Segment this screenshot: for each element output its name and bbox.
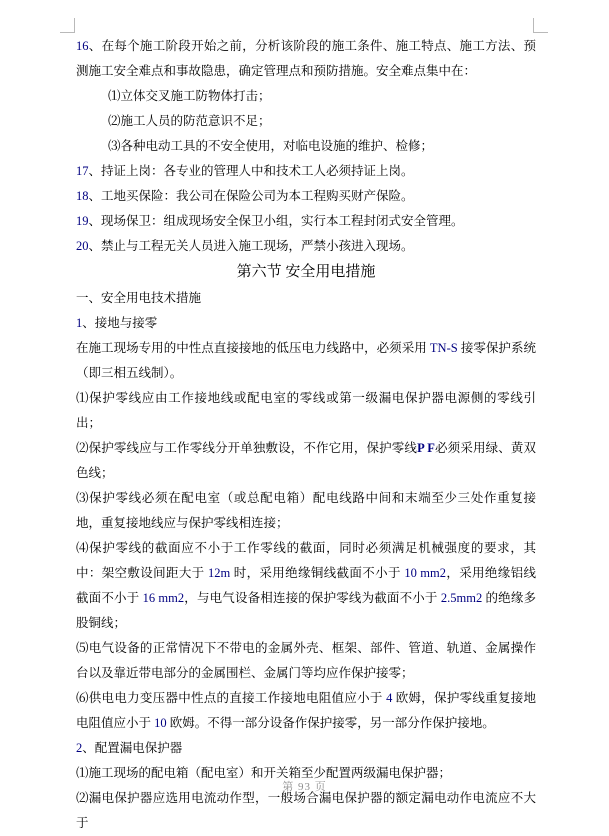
latin-run: 16 mm2 bbox=[142, 591, 185, 605]
paragraph: 19、现场保卫：组成现场安全保卫小组，实行本工程封闭式安全管理。 bbox=[76, 214, 464, 228]
margin-crop-mark-right-icon bbox=[533, 18, 548, 33]
latin-run: 1 bbox=[76, 316, 83, 330]
margin-crop-mark-left-icon bbox=[60, 18, 75, 33]
latin-run: 2.5mm2 bbox=[440, 591, 483, 605]
latin-run: 17 bbox=[76, 164, 89, 178]
paragraph: ⑹供电电力变压器中性点的直接工作接地电阻值应小于 4 欧姆，保护零线重复接地电阻值应小于 10 欧姆。不得一部分设备作保护接零，另一部分作保护接地。 bbox=[76, 691, 536, 730]
latin-run: 18 bbox=[76, 189, 89, 203]
latin-run: 10 bbox=[154, 716, 167, 730]
paragraph: 在施工现场专用的中性点直接接地的低压电力线路中，必须采用 TN-S 接零保护系统（即三相五线制）。 bbox=[76, 341, 536, 380]
paragraph: ⑴保护零线应由工作接地线或配电室的零线或第一级漏电保护器电源侧的零线引出； bbox=[76, 391, 536, 430]
latin-run: 2 bbox=[76, 741, 83, 755]
latin-run: 12m bbox=[208, 566, 231, 580]
paragraph: ⑵保护零线应与工作零线分开单独敷设，不作它用，保护零线P F必须采用绿、黄双色线； bbox=[76, 441, 536, 480]
paragraph: 2、配置漏电保护器 bbox=[76, 741, 183, 755]
latin-run: 16 bbox=[76, 39, 89, 53]
paragraph: ⑸电气设备的正常情况下不带电的金属外壳、框架、部件、管道、轨道、金属操作台以及靠近带电部分的金属围栏、金属门等均应作保护接零； bbox=[76, 641, 536, 680]
latin-run: P F bbox=[417, 441, 435, 455]
paragraph: 一、安全用电技术措施 bbox=[76, 291, 202, 305]
paragraph: 17、持证上岗：各专业的管理人中和技术工人必须持证上岗。 bbox=[76, 164, 414, 178]
paragraph: ⑵施工人员的防范意识不足； bbox=[108, 114, 271, 128]
paragraph: ⑶保护零线必须在配电室（或总配电箱）配电线路中间和末端至少三处作重复接地，重复接地线应与保护零线相连接； bbox=[76, 491, 536, 530]
latin-run: TN-S bbox=[429, 341, 458, 355]
latin-run: 4 bbox=[386, 691, 393, 705]
paragraph: 20、禁止与工程无关人员进入施工现场，严禁小孩进入现场。 bbox=[76, 239, 414, 253]
paragraph: ⑷保护零线的截面应不小于工作零线的截面，同时必须满足机械强度的要求，其中：架空敷设间距大于 12m 时，采用绝缘铜线截面不小于 10 mm2，采用绝缘铝线截面不小于 16 mm2，与电气设备相连接的保护零线为截面不小于 2.5mm2 的绝缘多股铜线； bbox=[76, 541, 536, 630]
document-content bbox=[76, 34, 536, 836]
page-number: 第 93 页 bbox=[282, 781, 327, 793]
latin-run: 20 bbox=[76, 239, 89, 253]
section-heading: 第六节 安全用电措施 bbox=[236, 264, 376, 280]
latin-run: 19 bbox=[76, 214, 89, 228]
paragraph: 18、工地买保险：我公司在保险公司为本工程购买财产保险。 bbox=[76, 189, 414, 203]
paragraph: ⑵漏电保护器应选用电流动作型，一般场合漏电保护器的额定漏电动作电流应不大于 bbox=[76, 791, 536, 830]
paragraph: ⑴施工现场的配电箱（配电室）和开关箱至少配置两级漏电保护器； bbox=[76, 766, 452, 780]
paragraph: 16、在每个施工阶段开始之前，分析该阶段的施工条件、施工特点、施工方法、预测施工安全难点和事故隐患，确定管理点和预防措施。安全难点集中在： bbox=[76, 39, 536, 78]
paragraph: 1、接地与接零 bbox=[76, 316, 158, 330]
latin-run: 10 mm2 bbox=[404, 566, 446, 580]
paragraph: ⑴立体交叉施工防物体打击； bbox=[108, 89, 271, 103]
paragraph: ⑶各种电动工具的不安全使用，对临电设施的维护、检修； bbox=[108, 139, 434, 153]
